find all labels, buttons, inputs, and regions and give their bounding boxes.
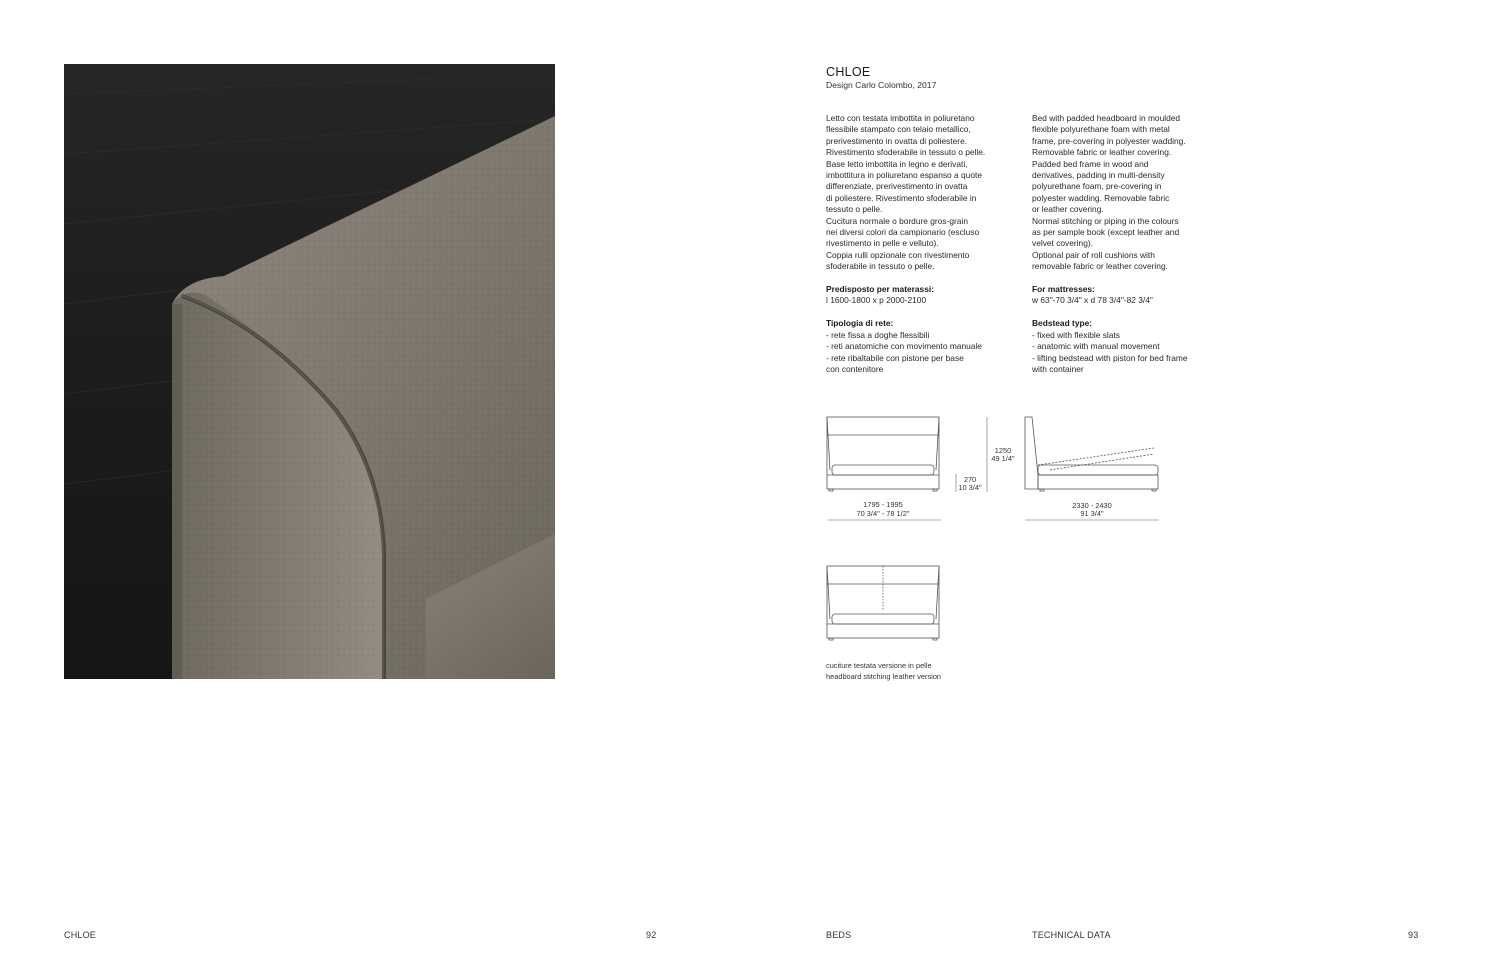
description-line: Base letto imbottita in legno e derivati, [826,158,968,169]
description-line: sfoderabile in tessuto o pelle. [826,261,935,272]
length-in-label: 91 3/4" [1080,509,1104,518]
description-line: tessuto o pelle. [826,204,883,215]
description-line: nei diversi colori da campionario (escluso [826,227,980,238]
description-italian [826,113,1026,375]
width-in-label: 70 3/4" - 78 1/2" [856,509,910,518]
bedstead-item: - rete ribaltabile con pistone per base [826,352,964,363]
description-line: imbottitura in poliuretano espanso a quote [826,170,982,181]
side-view-drawing [1025,417,1158,491]
headboard-closeup-image [64,64,555,679]
head-height-mm-label: 1250 [994,446,1012,455]
bedstead-item: - reti anatomiche con movimento manuale [826,341,982,352]
bedstead-heading: Tipologia di rete: [826,318,894,329]
footer-section-left: CHLOE [64,930,97,940]
frame-height-in-label: 10 3/4" [958,483,982,492]
bedstead-item: - fixed with flexible slats [1032,329,1120,340]
description-line: rivestimento in pelle e velluto). [826,238,939,249]
technical-drawings [820,410,1180,690]
description-line: polyurethane foam, pre-covering in [1032,181,1162,192]
description-line: Removable fabric or leather covering. [1032,147,1172,158]
leather-version-drawing [827,566,939,640]
bedstead-item: - rete fissa a doghe flessibili [826,329,930,340]
description-line: Coppia rulli opzionale con rivestimento [826,249,970,260]
bedstead-heading: Bedstead type: [1032,318,1093,329]
footer-section-right: TECHNICAL DATA [1032,930,1111,940]
bedstead-item: - anatomic with manual movement [1032,341,1160,352]
description-line: velvet covering). [1032,238,1093,249]
description-english [1032,113,1232,375]
description-line: prerivestimento in ovatta di poliestere. [826,135,968,146]
description-line: Bed with padded headboard in moulded [1032,113,1181,123]
product-photo [64,64,555,679]
mattress-value: w 63"-70 3/4" x d 78 3/4"-82 3/4" [1032,295,1153,306]
page-number-right: 93 [1408,930,1419,940]
description-line: Normal stitching or piping in the colours [1032,215,1179,226]
description-line: Padded bed frame in wood and [1032,158,1149,169]
bedstead-item: - lifting bedstead with piston for bed frame [1032,352,1188,363]
description-line: or leather covering. [1032,204,1104,215]
caption-english: headboard stitching leather version [826,672,942,682]
bedstead-item: con contenitore [826,363,884,374]
caption-italian: cuciture testata versione in pelle [826,661,932,670]
head-height-in-label: 49 1/4" [991,454,1015,463]
description-line: flessibile stampato con telaio metallico, [826,124,971,135]
drawing-caption [826,660,941,683]
description-line: derivatives, padding in multi-density [1032,170,1165,181]
page-number-left: 92 [646,930,657,940]
description-line: Optional pair of roll cushions with [1032,249,1155,260]
mattress-heading: Predisposto per materassi: [826,284,934,295]
description-line: as per sample book (except leather and [1032,227,1180,238]
description-line: differenziate, prerivestimento in ovatta [826,181,968,192]
description-line: polyester wadding. Removable fabric [1032,192,1170,203]
designer-credit: Design Carlo Colombo, 2017 [826,80,937,90]
width-mm-label: 1795 - 1995 [863,500,903,509]
description-line: flexible polyurethane foam with metal [1032,124,1170,135]
description-line: frame, pre-covering in polyester wadding. [1032,135,1186,146]
mattress-heading: For mattresses: [1032,284,1095,295]
description-line: removable fabric or leather covering. [1032,261,1168,272]
bedstead-item: with container [1032,363,1084,374]
description-line: Letto con testata imbottita in poliuretano [826,113,975,123]
footer-category: BEDS [826,930,852,940]
description-line: Rivestimento sfoderabile in tessuto o pelle. [826,147,986,158]
description-line: di poliestere. Rivestimento sfoderabile in [826,192,977,203]
front-view-drawing [827,417,939,491]
mattress-value: l 1600-1800 x p 2000-2100 [826,295,927,306]
frame-height-mm-label: 270 [963,475,977,484]
length-mm-label: 2330 - 2430 [1072,501,1112,510]
product-name: CHLOE [826,65,871,79]
description-line: Cucitura normale o bordure gros-grain [826,215,968,226]
